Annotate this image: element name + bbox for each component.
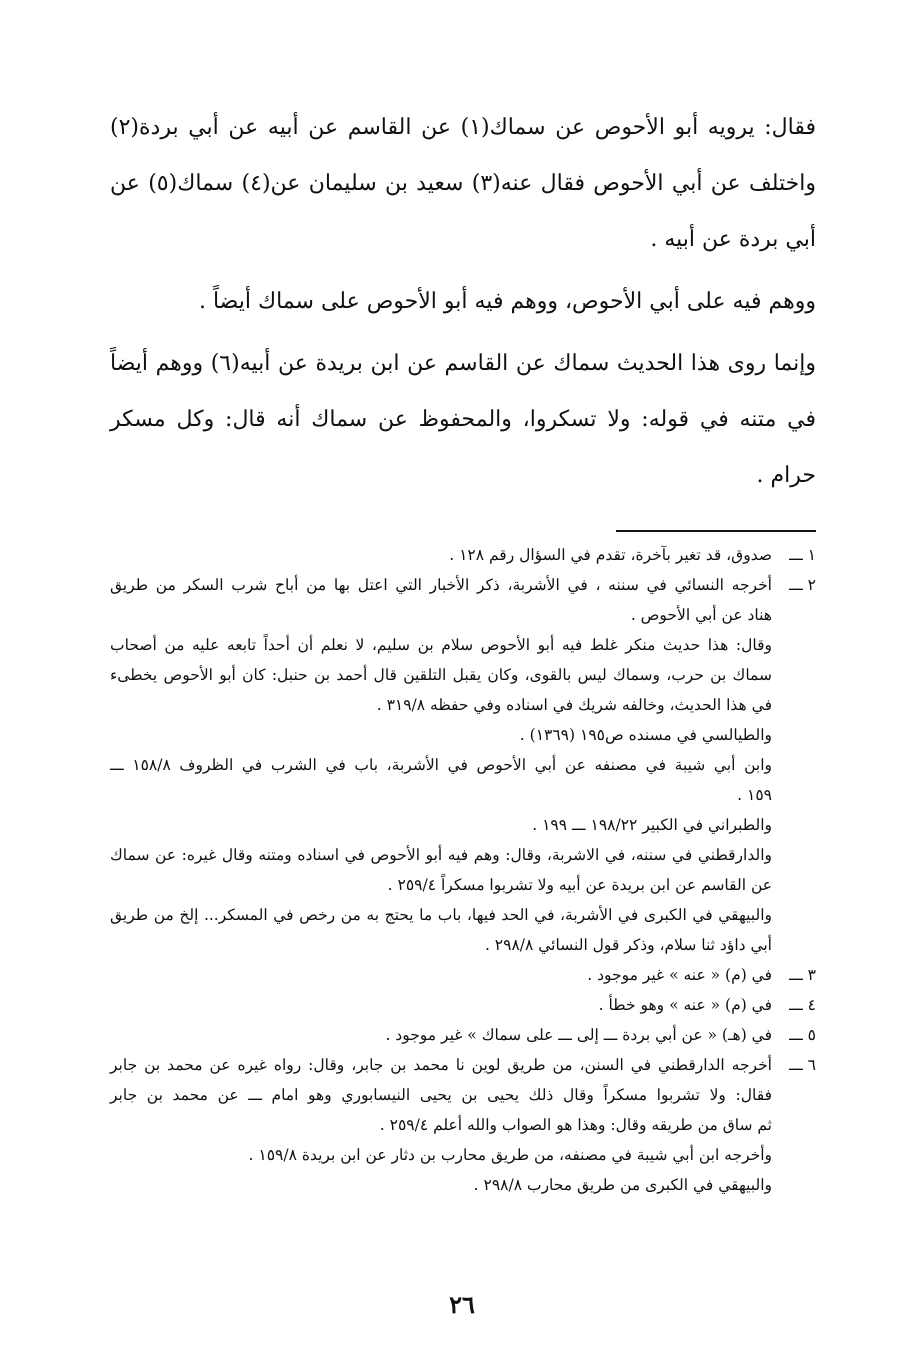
footnote-number: ٣ ـــ [789,966,816,984]
footnote-line: والبيهقي في الكبرى في الأشربة، في الحد فيها، باب ما يحتج به من رخص في المسكر... إلخ من طريق [110,906,772,924]
footnote-line: أخرجه الدارقطني في السنن، من طريق لوين نا محمد بن جابر، وقال: رواه غيره عن محمد بن جابر [110,1056,772,1074]
footnote-line: أبي داؤد ثنا سلام، وذكر قول النسائي ٢٩٨/٨ . [484,936,772,954]
footnote-6 [110,1050,816,1200]
footnote-line: وأخرجه ابن أبي شيبة في مصنفه، من طريق محارب بن دثار عن ابن بريدة ١٥٩/٨ . [248,1146,772,1164]
footnote-number: ١ ـــ [789,546,816,564]
main-paragraph-2: ووهم فيه على أبي الأحوص، ووهم فيه أبو الأحوص على سماك أيضاً . [198,289,816,314]
footnote-line: في (هـ) « عن أبي بردة ـــ إلى ـــ على سماك » غير موجود . [385,1026,772,1044]
footnote-number: ٤ ـــ [789,996,816,1014]
footnote-line: فقال: ولا تشربوا مسكراً وقال ذلك يحيى بن يحيى النيسابوري وهو امام ـــ عن محمد بن جابر [110,1086,772,1104]
main-paragraph-3: وإنما روى هذا الحديث سماك عن القاسم عن ابن بريدة عن أبيه(٦) ووهم أيضاً في متنه في قوله: ولا تسكروا، والمحفوظ عن سماك أنه قال: وكل مسكر حرام . [110,351,817,488]
footnote-line: أخرجه النسائي في سننه ، في الأشربة، ذكر الأخبار التي اعتل بها من أباح شرب السكر من طريق [110,576,772,594]
main-paragraph-1: فقال: يرويه أبو الأحوص عن سماك(١) عن القاسم عن أبيه عن أبي بردة(٢) واختلف عن أبي الأحوص فقال عنه(٣) سعيد بن سليمان عن(٤) سماك(٥) عن أبي بردة عن أبيه . [110,115,816,252]
footnote-line: وابن أبي شيبة في مصنفه عن أبي الأحوص في الأشربة، باب في الشرب في الظروف ١٥٨/٨ ـــ [110,756,772,774]
footnote-line: والدارقطني في سننه، في الاشربة، وقال: وهم فيه أبو الأحوص في اسناده ومتنه وقال غيره: عن سماك [110,846,772,864]
footnote-line: ١٥٩ . [737,786,772,804]
footnote-4 [110,990,816,1020]
footnote-3 [110,960,816,990]
footnote-line: هناد عن أبي الأحوص . [630,606,772,624]
footnote-line: وقال: هذا حديث منكر غلط فيه أبو الأحوص سلام بن سليم، لا نعلم أن أحداً تابعه عليه من أصحاب [110,636,772,654]
footnote-line: في (م) « عنه » غير موجود . [587,966,772,984]
footnote-separator [616,530,816,532]
footnote-number: ٥ ـــ [789,1026,816,1044]
footnote-line: في هذا الحديث، وخالفه شريك في اسناده وفي حفظه ٣١٩/٨ . [376,696,772,714]
footnote-line: والطيالسي في مسنده ص١٩٥ (١٣٦٩) . [519,726,772,744]
footnote-line: صدوق، قد تغير بآخرة، تقدم في السؤال رقم ١٢٨ . [449,546,772,564]
footnote-1 [110,540,816,570]
footnote-2 [110,570,816,960]
footnote-line: والطبراني في الكبير ١٩٨/٢٢ ـــ ١٩٩ . [532,816,772,834]
footnote-number: ٢ ـــ [789,576,816,594]
footnote-line: عن القاسم عن ابن بريدة عن أبيه ولا تشربوا مسكراً ٢٥٩/٤ . [387,876,772,894]
main-text [110,100,816,504]
footnote-line: في (م) « عنه » وهو خطأ . [598,996,772,1014]
footnote-5 [110,1020,816,1050]
footnote-number: ٦ ـــ [789,1056,816,1074]
footnote-line: والبيهقي في الكبرى من طريق محارب ٢٩٨/٨ . [473,1176,772,1194]
page-number: ٢٦ [449,1290,475,1319]
footnote-line: ثم ساق من طريقه وقال: وهذا هو الصواب والله أعلم ٢٥٩/٤ . [379,1116,772,1134]
footnotes [110,540,816,1200]
footnote-line: سماك بن حرب، وسماك ليس بالقوى، وكان يقبل التلقين قال أحمد بن حنبل: كان أبو الأحوص يخطىء [110,666,772,684]
